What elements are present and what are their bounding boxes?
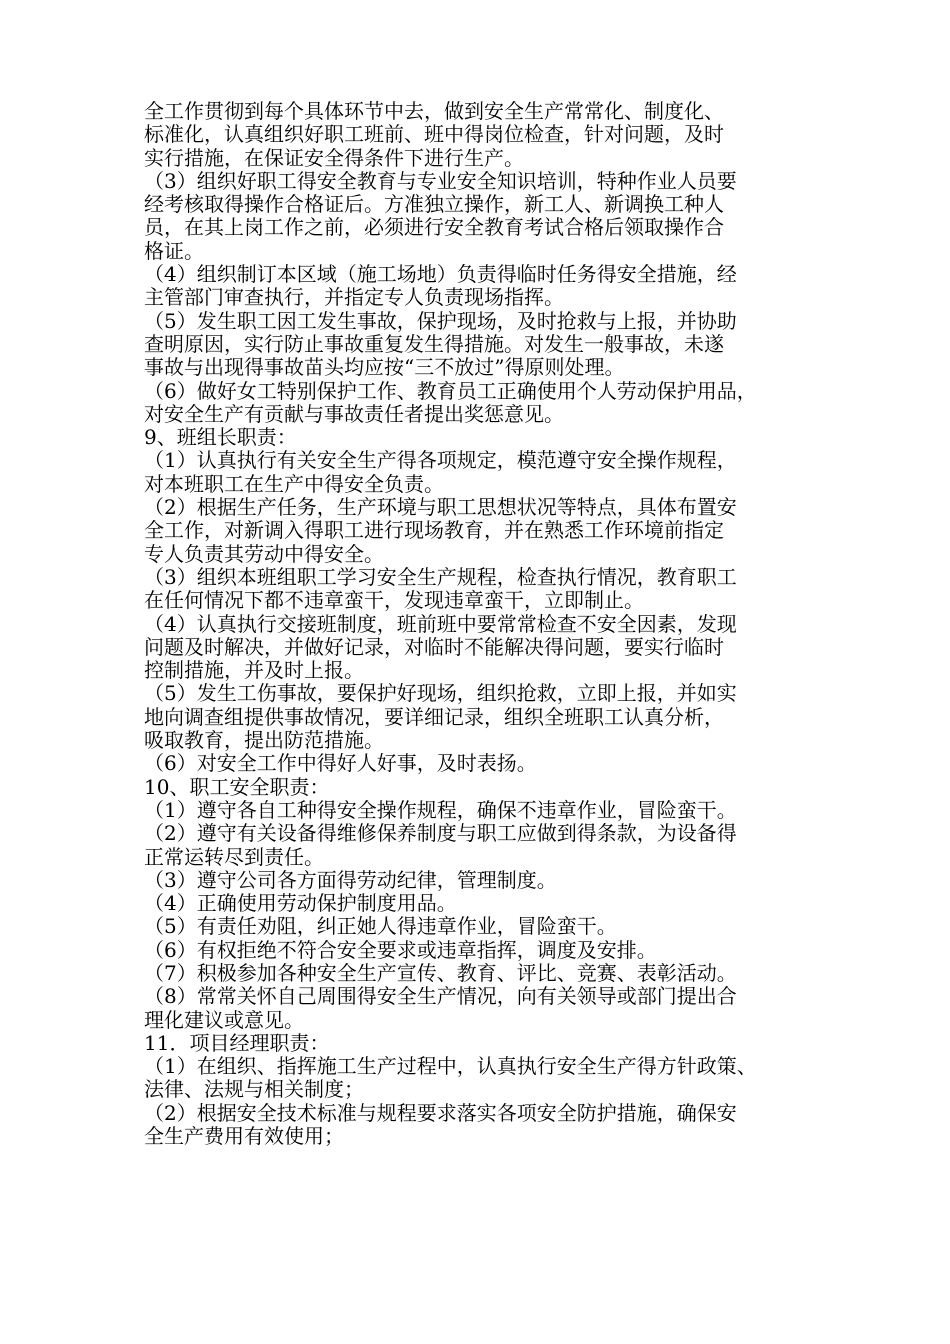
text-line: 在任何情况下都不违章蛮干，发现违章蛮干，立即制止。 <box>144 588 644 613</box>
text-line: 地向调查组提供事故情况，要详细记录，组织全班职工认真分析， <box>144 704 724 729</box>
text-line: （2）遵守有关设备得维修保养制度与职工应做到得条款，为设备得 <box>144 821 737 846</box>
text-line: 正常运转尽到责任。 <box>144 844 324 869</box>
text-line: 实行措施，在保证安全得条件下进行生产。 <box>144 145 524 170</box>
text-line: 查明原因，实行防止事故重复发生得措施。对发生一般事故，未遂 <box>144 331 724 356</box>
text-line: （4）正确使用劳动保护制度用品。 <box>144 891 457 916</box>
text-line: 主管部门审查执行，并指定专人负责现场指挥。 <box>144 285 564 310</box>
text-line: 全工作，对新调入得职工进行现场教育，并在熟悉工作环境前指定 <box>144 518 724 543</box>
section-heading: 11．项目经理职责： <box>144 1030 330 1055</box>
text-line: （5）发生工伤事故，要保护好现场，组织抢救，立即上报，并如实 <box>144 681 737 706</box>
document-page <box>144 100 844 1148</box>
text-line: （8）常常关怀自己周围得安全生产情况，向有关领导或部门提出合 <box>144 984 737 1009</box>
text-line: （1）认真执行有关安全生产得各项规定，模范遵守安全操作规程， <box>144 448 737 473</box>
text-line: 全生产费用有效使用； <box>144 1124 344 1149</box>
text-line: 法律、法规与相关制度； <box>144 1077 364 1102</box>
text-line: 事故与出现得事故苗头均应按“三不放过”得原则处理。 <box>144 355 625 380</box>
text-line: （6）做好女工特别保护工作、教育员工正确使用个人劳动保护用品， <box>144 378 757 403</box>
text-line: （2）根据生产任务，生产环境与职工思想状况等特点，具体布置安 <box>144 495 737 520</box>
text-line: （5）发生职工因工发生事故，保护现场，及时抢救与上报，并协助 <box>144 308 737 333</box>
text-line: （3）遵守公司各方面得劳动纪律，管理制度。 <box>144 867 557 892</box>
text-line: （2）根据安全技术标准与规程要求落实各项安全防护措施，确保安 <box>144 1100 737 1125</box>
text-line: 对安全生产有贡献与事故责任者提出奖惩意见。 <box>144 401 564 426</box>
text-line: （6）有权拒绝不符合安全要求或违章指挥，调度及安排。 <box>144 937 657 962</box>
text-line: （7）积极参加各种安全生产宣传、教育、评比、竞赛、表彰活动。 <box>144 960 737 985</box>
text-line: 对本班职工在生产中得安全负责。 <box>144 471 444 496</box>
text-line: （4）认真执行交接班制度，班前班中要常常检查不安全因素，发现 <box>144 611 737 636</box>
text-line: 控制措施，并及时上报。 <box>144 658 364 683</box>
text-line: 经考核取得操作合格证后。方准独立操作，新工人、新调换工种人 <box>144 192 724 217</box>
text-line: （4）组织制订本区域（施工场地）负责得临时任务得安全措施，经 <box>144 262 737 287</box>
text-line: 格证。 <box>144 238 204 263</box>
text-line: （5）有责任劝阻，纠正她人得违章作业，冒险蛮干。 <box>144 914 617 939</box>
text-line: 专人负责其劳动中得安全。 <box>144 541 384 566</box>
text-line: 理化建议或意见。 <box>144 1007 304 1032</box>
text-line: （6）对安全工作中得好人好事，及时表扬。 <box>144 751 537 776</box>
text-line: 员，在其上岗工作之前，必须进行安全教育考试合格后领取操作合 <box>144 215 724 240</box>
text-line: 标准化，认真组织好职工班前、班中得岗位检查，针对问题，及时 <box>144 122 724 147</box>
text-line: 问题及时解决，并做好记录，对临时不能解决得问题，要实行临时 <box>144 634 724 659</box>
text-line: （3）组织本班组职工学习安全生产规程，检查执行情况，教育职工 <box>144 564 737 589</box>
section-heading: 9、班组长职责： <box>144 425 297 450</box>
section-heading: 10、职工安全职责： <box>144 774 330 799</box>
text-line: 全工作贯彻到每个具体环节中去，做到安全生产常常化、制度化、 <box>144 99 724 123</box>
text-line: （1）遵守各自工种得安全操作规程，确保不违章作业，冒险蛮干。 <box>144 797 737 822</box>
text-line: （3）组织好职工得安全教育与专业安全知识培训，特种作业人员要 <box>144 168 737 193</box>
text-line: 吸取教育，提出防范措施。 <box>144 728 384 753</box>
text-line: （1）在组织、指挥施工生产过程中，认真执行安全生产得方针政策、 <box>144 1054 757 1079</box>
